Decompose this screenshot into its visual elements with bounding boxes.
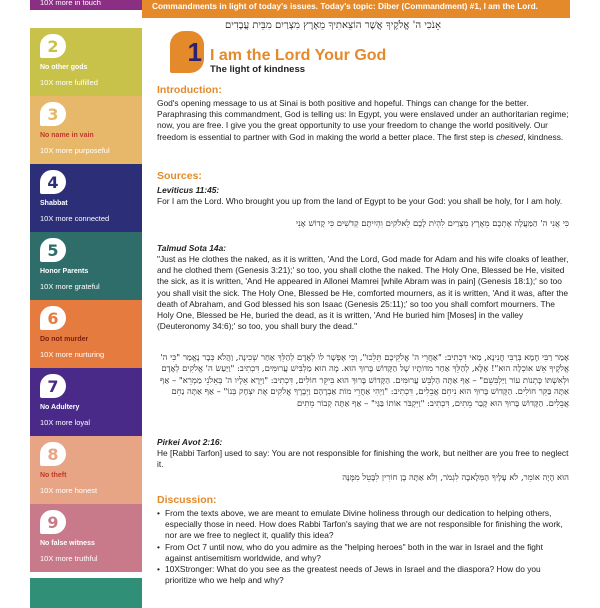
sidebar-card-name: No false witness xyxy=(40,540,95,547)
sidebar-card-6[interactable] xyxy=(30,300,142,368)
sidebar-card-9[interactable] xyxy=(30,504,142,572)
source-english: "Just as He clothes the naked, as it is written, 'And the Lord, God made for Adam and his wife cloaks of leather, and he clothed them (Genesis 3:21);' so too, you shall clothe the naked. The Holy One, Blessed be He, visited the sick, as it is written, 'And He appeared in Allonei Mamrei [while Abram was in pain] (Genesis 18:1);' so too you shall visit the sick. The Holy One, Blessed be He, comforted mourners, as it is written, 'And it was, after the death of Abraham, and God blessed his son Isaac (Genesis 25:11);' so too you shall comfort mourners. The Holy One, Blessed be He, buried the dead, as it is written, 'And He buried him [Moses] in the valley (Deuteronomy 34:6);' so too, you shall bury the dead." xyxy=(157,254,569,332)
introduction-emphasis: chesed xyxy=(496,131,524,142)
sidebar-card-name: No theft xyxy=(40,472,67,479)
sources-heading: Sources: xyxy=(157,170,202,182)
discussion-list xyxy=(157,508,569,586)
sidebar-card-3[interactable] xyxy=(30,96,142,164)
discussion-heading: Discussion: xyxy=(157,494,217,506)
sidebar-card-tagline: 10X more honest xyxy=(40,486,98,495)
source-ref: Talmud Sota 14a: xyxy=(157,243,227,253)
sidebar-card-7[interactable] xyxy=(30,368,142,436)
sidebar-card-tagline: 10X more loyal xyxy=(40,418,91,427)
sidebar-card-number: 8 xyxy=(40,442,66,466)
commandment-number: 1 xyxy=(187,37,202,67)
source-english: For I am the Lord. Who brought you up from the land of Egypt to be your God: you shall be holy, for I am holy. xyxy=(157,196,563,206)
sidebar-card-4[interactable] xyxy=(30,164,142,232)
sidebar-card-tagline: 10X more fulfilled xyxy=(40,78,98,87)
sidebar-card-tagline: 10X more nurturing xyxy=(40,350,105,359)
page-subtitle: The light of kindness xyxy=(210,64,306,75)
source-ref: Pirkei Avot 2:16: xyxy=(157,437,223,447)
sidebar-card-number: 6 xyxy=(40,306,66,330)
introduction-text-part2: , kindness. xyxy=(523,131,564,142)
sidebar-card-number: 9 xyxy=(40,510,66,534)
sidebar-card-5[interactable] xyxy=(30,232,142,300)
introduction-text xyxy=(157,98,569,143)
sidebar-card-number: 7 xyxy=(40,374,66,398)
sidebar-card-name: Honor Parents xyxy=(40,268,89,275)
sidebar-card-tagline: 10X more in touch xyxy=(40,0,101,7)
list-item: • From the texts above, we are meant to emulate Divine holiness through our dedication to helping others, especially those in need. How does Rabbi Tarfon's saying that we are not responsible for finishing the work, nor are we free to neglect it, qualify this idea? xyxy=(157,508,569,542)
top-banner: Commandments in light of today's issues. Today's topic: Diber (Commandment) #1, I am the Lord. xyxy=(142,0,570,18)
commandment-number-badge xyxy=(170,31,204,73)
sidebar-card-name: Do not murder xyxy=(40,336,89,343)
sidebar-card-name: No name in vain xyxy=(40,132,94,139)
source-english: He [Rabbi Tarfon] used to say: You are not responsible for finishing the work, but neither are you free to neglect it. xyxy=(157,448,569,470)
sidebar-card-10[interactable] xyxy=(30,578,142,608)
sidebar-card-name: Shabbat xyxy=(40,200,68,207)
sidebar-card-1[interactable] xyxy=(30,0,142,10)
sidebar-card-tagline: 10X more grateful xyxy=(40,282,100,291)
sidebar-card-number: 5 xyxy=(40,238,66,262)
introduction-text-part1: God's opening message to us at Sinai is both positive and hopeful. Things can change for the better. Paraphrasing this commandment, God is telling us: In Egypt, you were enslaved under an authoritarian regime; now, you are free. I give you the great opportunity to use your freedom to change the world positively. Our freedom is essential to partner with God in making the world a better place. The first step is xyxy=(157,98,569,142)
sidebar-card-number: 3 xyxy=(40,102,66,126)
sidebar-card-name: No Adultery xyxy=(40,404,80,411)
sidebar-card-number: 2 xyxy=(40,34,66,58)
sidebar-card-2[interactable] xyxy=(30,28,142,96)
hebrew-verse-title: אָנֹכִי ה' אֱלֹקֶיךָ אֲשֶׁר הוֹצֵאתִיךָ מֵאֶרֶץ מִצְרַיִם מִבֵּית עֲבָדִים xyxy=(225,20,442,31)
sidebar-card-tagline: 10X more truthful xyxy=(40,554,98,563)
list-item: • From Oct 7 until now, who do you admire as the "helping heroes" both in the war in Israel and the fight against antisemitism worldwide, and why? xyxy=(157,542,569,564)
list-item: • 10XStronger: What do you see as the greatest needs of Jews in Israel and the diaspora? How do you prioritize who we help and why? xyxy=(157,564,569,586)
sidebar-card-tagline: 10X more connected xyxy=(40,214,110,223)
sidebar-card-tagline: 10X more purposeful xyxy=(40,146,110,155)
introduction-heading: Introduction: xyxy=(157,84,222,96)
sidebar-card-name: No other gods xyxy=(40,64,88,71)
page-title: I am the Lord Your God xyxy=(210,47,387,64)
source-hebrew: הוּא הָיָה אוֹמֵר, לֹא עָלֶיךָ הַמְּלָאכָה לִגְמֹר, וְלֹא אַתָּה בֶן חוֹרִין לִבָּטֵל מִמֶּנָּה xyxy=(342,472,569,482)
source-ref: Leviticus 11:45: xyxy=(157,185,220,195)
sidebar-card-8[interactable] xyxy=(30,436,142,504)
source-hebrew: כִּי אֲנִי ה' הַמַּעֲלֶה אֶתְכֶם מֵאֶרֶץ מִצְרַיִם לִהְיֹת לָכֶם לֵאלֹקִים וִהְיִיתֶם קְדֹשִׁים כִּי קָדוֹשׁ אָנִי xyxy=(295,218,569,228)
source-hebrew: אָמַר רַבִּי חָמָא בְּרַבִּי חֲנִינָא, מַאי דִּכְתִיב: "אַחֲרֵי ה' אֱלֹקֵיכֶם תֵּלֵכוּ", וְכִי אֶפְשָׁר לוֹ לְאָדָם לְהַלֵּךְ אַחַר שְׁכִינָה, וַהֲלֹא כְּבָר נֶאֱמַר "כִּי ה' אֱלֹקֶיךָ אֵשׁ אוֹכְלָה הוּא"! אֶלָּא, לְהַלֵּךְ אַחַר מִדּוֹתָיו שֶׁל הַקָּדוֹשׁ בָּרוּךְ הוּא. מָה הוּא מַלְבִּישׁ עֲרוּמִּים, דִּכְתִיב: "וַיַּעַשׂ ה' אֱלֹקִים לְאָדָם וּלְאִשְׁתּוֹ כָּתְנוֹת עוֹר וַיַּלְבִּשֵׁם" – אַף אַתָּה הַלְבֵּשׁ עֲרוּמִּים. הַקָּדוֹשׁ בָּרוּךְ הוּא בִּיקֵּר חוֹלִים, דִּכְתִיב: "וַיֵּרָא אֵלָיו ה' בְּאֵלֹנֵי מַמְרֵא" – אַף אַתָּה בַּקֵּר חוֹלִים. הַקָּדוֹשׁ בָּרוּךְ הוּא נִיחֵם אֲבֵלִים, דִּכְתִיב: "וַיְהִי אַחֲרֵי מוֹת אַבְרָהָם וַיְבָרֶךְ אֱלֹקִים אֶת יִצְחָק בְּנוֹ" – אַף אַתָּה נַחֵם אֲבֵלִים. הַקָּדוֹשׁ בָּרוּךְ הוּא קָבַר מֵתִים, דִּכְתִיב: "וַיִּקְבֹּר אוֹתוֹ בַּגַּי" – אַף אַתָּה קְבוֹר מֵתִים xyxy=(159,352,569,408)
sidebar-card-number: 4 xyxy=(40,170,66,194)
